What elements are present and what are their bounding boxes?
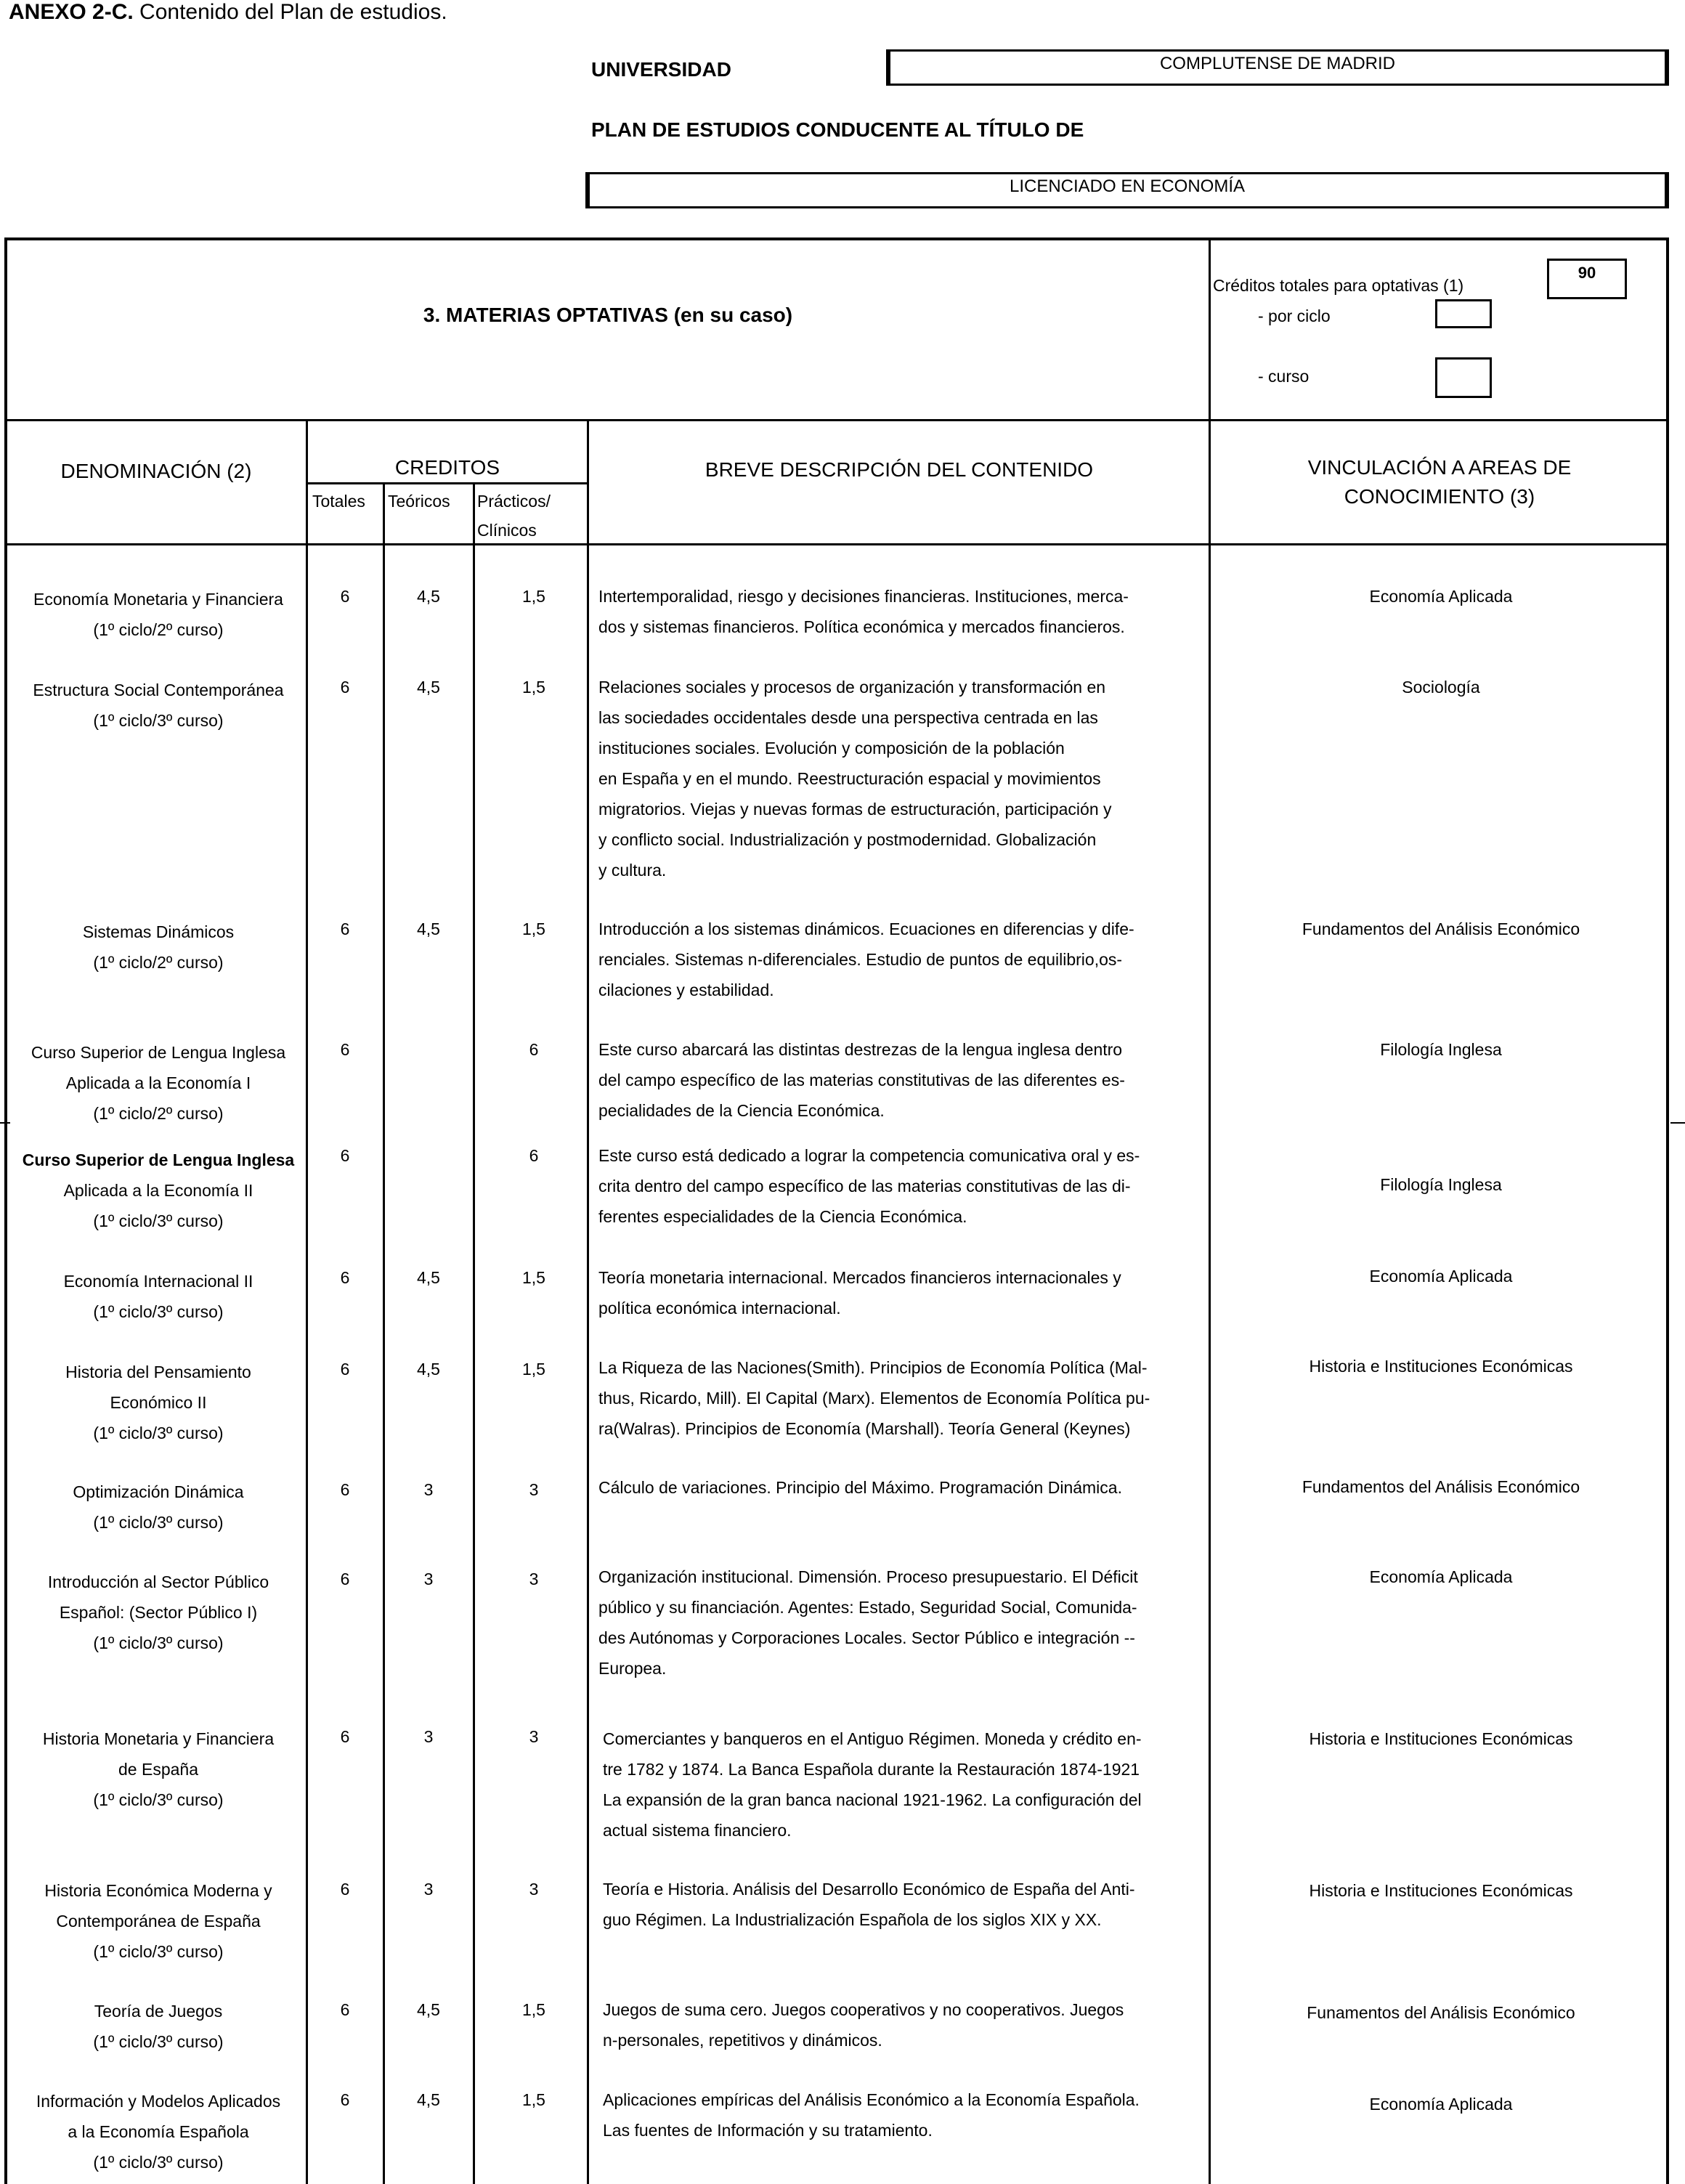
row-10-area: Historia e Instituciones Económicas <box>1309 1729 1573 1748</box>
margin-tick-left <box>0 1122 10 1124</box>
row-8-theory: 3 <box>423 1480 434 1499</box>
row-7-total: 6 <box>340 1360 350 1379</box>
row-13-name: Información y Modelos Aplicados a la Economía Española (1º ciclo/3º curso) <box>36 2092 281 2172</box>
row-3-desc: Introducción a los sistemas dinámicos. Ecuaciones en diferencias y dife- renciales. Sistemas n-diferenciales. Estudio de puntos de equilibrio,os- cilaciones y estabilidad. <box>598 920 1134 999</box>
row-11-area: Historia e Instituciones Económicas <box>1309 1881 1573 1900</box>
row-12-practice: 1,5 <box>522 2000 545 2019</box>
row-5-name: Curso Superior de Lengua Inglesa Aplicada a la Economía II (1º ciclo/3º curso) <box>22 1150 295 1230</box>
row-9-area: Economía Aplicada <box>1369 1567 1513 1586</box>
row-12-name: Teoría de Juegos (1º ciclo/3º curso) <box>93 2002 224 2051</box>
row-10-theory: 3 <box>423 1727 434 1746</box>
row-13-total: 6 <box>340 2090 350 2109</box>
row-1-name: Economía Monetaria y Financiera (1º ciclo/2º curso) <box>33 590 283 639</box>
row-2-area: Sociología <box>1402 678 1480 697</box>
row-1-total: 6 <box>340 587 350 606</box>
row-9-name: Introducción al Sector Público Español: (Sector Público I) (1º ciclo/3º curso) <box>47 1572 269 1652</box>
university-label: UNIVERSIDAD <box>591 58 731 81</box>
row-13-desc: Aplicaciones empíricas del Análisis Económico a la Economía Española. Las fuentes de Información y su tratamiento. <box>603 2090 1140 2140</box>
row-10-practice: 3 <box>529 1727 539 1746</box>
row-6-name: Economía Internacional II (1º ciclo/3º curso) <box>63 1272 253 1321</box>
col-practical-2: Clínicos <box>477 521 537 540</box>
col-credits: CREDITOS <box>394 456 500 479</box>
per-course-label: - curso <box>1258 367 1310 386</box>
row-3-theory: 4,5 <box>417 920 440 938</box>
section-title: 3. MATERIAS OPTATIVAS (en su caso) <box>423 304 793 326</box>
row-1-practice: 1,5 <box>522 587 545 606</box>
degree-field <box>585 172 1669 208</box>
row-3-practice: 1,5 <box>522 920 545 938</box>
col-practical-1: Prácticos/ <box>477 492 551 511</box>
row-11-total: 6 <box>340 1880 350 1899</box>
credits-total-label: Créditos totales para optativas (1) <box>1213 276 1464 295</box>
row-10-desc: Comerciantes y banqueros en el Antiguo Régimen. Moneda y crédito en- tre 1782 y 1874. La Banca Española durante la Restauración 1874-1921 La expansión de la gran banca nacional 1921-1962. La configuración del actual sistema financiero. <box>603 1729 1142 1840</box>
row-5-area: Filología Inglesa <box>1380 1175 1502 1194</box>
section-header-bottom-rule <box>4 419 1669 421</box>
row-6-theory: 4,5 <box>417 1268 440 1287</box>
row-6-practice: 1,5 <box>522 1268 545 1287</box>
row-11-desc: Teoría e Historia. Análisis del Desarrollo Económico de España del Anti- guo Régimen. La Industrialización Española de los siglos XIX y XX. <box>603 1880 1135 1929</box>
degree-value: LICENCIADO EN ECONOMÍA <box>1009 176 1246 196</box>
row-4-name: Curso Superior de Lengua Inglesa Aplicada a la Economía I (1º ciclo/2º curso) <box>31 1043 286 1123</box>
row-4-area: Filología Inglesa <box>1380 1040 1502 1059</box>
divider-total-theory <box>383 482 385 2184</box>
col-description: BREVE DESCRIPCIÓN DEL CONTENIDO <box>705 458 1094 481</box>
row-3-area: Fundamentos del Análisis Económico <box>1302 920 1580 938</box>
university-field <box>886 49 1669 86</box>
row-4-total: 6 <box>340 1040 350 1059</box>
row-6-total: 6 <box>340 1268 350 1287</box>
row-5-practice: 6 <box>529 1146 539 1165</box>
credits-subheader-rule <box>306 482 589 484</box>
row-8-name: Optimización Dinámica (1º ciclo/3º curso) <box>73 1482 244 1532</box>
row-2-practice: 1,5 <box>522 678 545 697</box>
row-9-total: 6 <box>340 1570 350 1588</box>
row-2-desc: Relaciones sociales y procesos de organización y transformación en las sociedades occidentales desde una perspectiva centrada en las instituciones sociales. Evolución y composición de la población en España y en el mundo. Reestructuración espacial y movimientos migratorios. Viejas y nuevas formas de estructuración, participación y y conflicto social. Industrialización y postmodernidad. Globalización y cultura. <box>598 678 1112 880</box>
row-9-desc: Organización institucional. Dimensión. Proceso presupuestario. El Déficit público y su financiación. Agentes: Estado, Seguridad Social, Comunida- des Autónomas y Corporaciones Locales. Sector Público e integración -- Europea. <box>598 1567 1138 1678</box>
row-13-theory: 4,5 <box>417 2090 440 2109</box>
row-8-area: Fundamentos del Análisis Económico <box>1302 1477 1580 1496</box>
row-8-desc: Cálculo de variaciones. Principio del Máximo. Programación Dinámica. <box>598 1478 1122 1497</box>
divider-credits-desc <box>587 419 589 2184</box>
margin-tick-right <box>1670 1122 1685 1124</box>
row-4-desc: Este curso abarcará las distintas destrezas de la lengua inglesa dentro del campo específico de las materias constitutivas de las diferentes es- pecialidades de la Ciencia Económica. <box>598 1040 1125 1120</box>
row-9-practice: 3 <box>529 1570 539 1588</box>
row-11-theory: 3 <box>423 1880 434 1899</box>
plan-label: PLAN DE ESTUDIOS CONDUCENTE AL TÍTULO DE <box>591 118 1084 141</box>
row-1-desc: Intertemporalidad, riesgo y decisiones financieras. Instituciones, merca- dos y sistemas financieros. Política económica y mercados financieros. <box>598 587 1129 636</box>
col-denomination: DENOMINACIÓN (2) <box>60 460 252 482</box>
row-1-area: Economía Aplicada <box>1369 587 1513 606</box>
row-13-area: Economía Aplicada <box>1369 2095 1513 2114</box>
row-11-name: Historia Económica Moderna y Contemporánea de España (1º ciclo/3º curso) <box>44 1881 272 1961</box>
row-5-total: 6 <box>340 1146 350 1165</box>
col-totals: Totales <box>312 492 365 511</box>
row-2-theory: 4,5 <box>417 678 440 697</box>
row-12-theory: 4,5 <box>417 2000 440 2019</box>
annex-heading <box>9 0 447 25</box>
row-10-name: Historia Monetaria y Financiera de España (1º ciclo/3º curso) <box>42 1729 275 1809</box>
per-course-box <box>1435 357 1492 398</box>
row-11-practice: 3 <box>529 1880 539 1899</box>
row-12-desc: Juegos de suma cero. Juegos cooperativos y no cooperativos. Juegos n-personales, repetitivos y dinámicos. <box>603 2000 1124 2050</box>
col-area-1: VINCULACIÓN A AREAS DE <box>1307 456 1572 479</box>
row-2-name: Estructura Social Contemporánea (1º ciclo/3º curso) <box>33 681 284 730</box>
row-12-area: Funamentos del Análisis Económico <box>1307 2003 1575 2022</box>
row-2-total: 6 <box>340 678 350 697</box>
row-7-practice: 1,5 <box>522 1360 545 1379</box>
column-header-bottom-rule <box>4 543 1669 545</box>
col-area-2: CONOCIMIENTO (3) <box>1344 485 1535 508</box>
university-value: COMPLUTENSE DE MADRID <box>1159 54 1396 73</box>
row-1-theory: 4,5 <box>417 587 440 606</box>
annex-label: ANEXO 2-C. <box>9 0 134 24</box>
col-theoretical: Teóricos <box>388 492 450 511</box>
per-cycle-label: - por ciclo <box>1258 307 1331 325</box>
per-cycle-box <box>1435 299 1492 328</box>
row-6-desc: Teoría monetaria internacional. Mercados financieros internacionales y política económica internacional. <box>598 1268 1121 1318</box>
row-7-area: Historia e Instituciones Económicas <box>1309 1357 1573 1376</box>
credits-total-box <box>1547 259 1627 299</box>
credits-total-value: 90 <box>1578 264 1596 282</box>
row-7-name: Historia del Pensamiento Económico II (1º ciclo/3º curso) <box>65 1363 251 1442</box>
row-8-practice: 3 <box>529 1480 539 1499</box>
row-6-area: Economía Aplicada <box>1369 1267 1513 1286</box>
row-4-practice: 6 <box>529 1040 539 1059</box>
row-3-total: 6 <box>340 920 350 938</box>
divider-theory-practice <box>473 482 475 2184</box>
row-10-total: 6 <box>340 1727 350 1746</box>
row-12-total: 6 <box>340 2000 350 2019</box>
row-8-total: 6 <box>340 1480 350 1499</box>
row-9-theory: 3 <box>423 1570 434 1588</box>
annex-title: Contenido del Plan de estudios. <box>139 0 447 24</box>
row-7-desc: La Riqueza de las Naciones(Smith). Principios de Economía Política (Mal- thus, Ricardo, Mill). El Capital (Marx). Elementos de Economía Política pu- ra(Walras). Principios de Economía (Marshall). Teoría General (Keynes) <box>598 1358 1150 1438</box>
row-3-name: Sistemas Dinámicos (1º ciclo/2º curso) <box>82 922 235 972</box>
row-7-theory: 4,5 <box>417 1360 440 1379</box>
row-13-practice: 1,5 <box>522 2090 545 2109</box>
row-5-desc: Este curso está dedicado a lograr la competencia comunicativa oral y es- crita dentro del campo específico de las materias constitutivas de las di- ferentes especialidades de la Ciencia Económica. <box>598 1146 1140 1226</box>
